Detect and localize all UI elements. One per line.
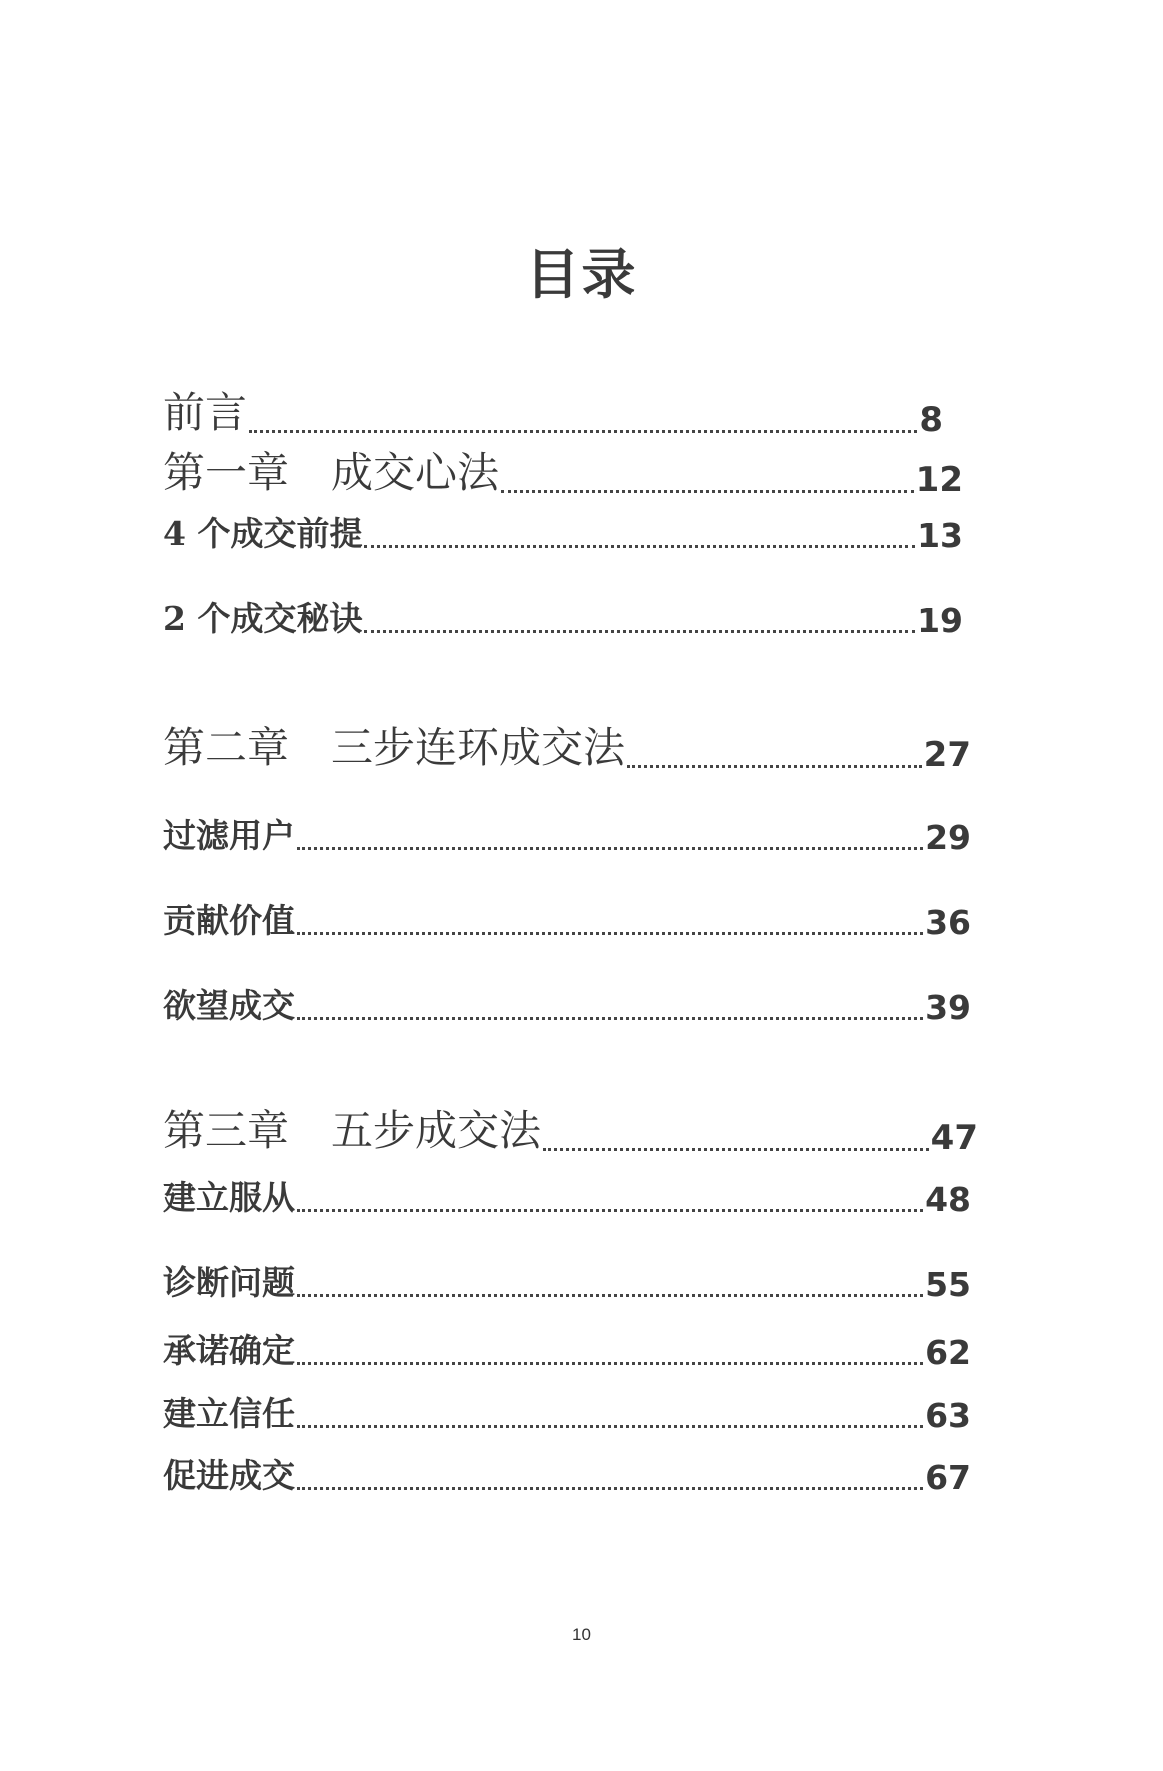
dot-leader: [297, 1017, 923, 1020]
toc-entry-section[interactable]: [163, 1388, 971, 1435]
dot-leader: [249, 430, 917, 433]
toc-entry-page: 29: [925, 818, 971, 857]
toc-entry-label: 前言: [163, 388, 248, 437]
toc-entry-page: 47: [930, 1118, 978, 1158]
toc-entry-label: 诊断问题: [163, 1263, 295, 1302]
toc-entry-label: 4 个成交前提: [163, 514, 363, 553]
dot-leader: [297, 1362, 923, 1365]
toc-entry-label: 过滤用户: [163, 816, 295, 855]
toc-entry-label: 第三章 五步成交法: [163, 1106, 542, 1155]
toc-entry-page: 62: [925, 1333, 971, 1372]
toc-entry-page: 12: [915, 460, 963, 500]
toc-entry-page: 55: [925, 1265, 971, 1304]
dot-leader: [297, 847, 923, 850]
toc-entry-page: 8: [919, 400, 943, 440]
toc-entry-chapter-2[interactable]: [163, 715, 971, 775]
toc-entry-page: 13: [917, 516, 963, 555]
toc-entry-section[interactable]: [163, 810, 971, 857]
toc-entry-chapter-3[interactable]: [163, 1098, 978, 1158]
toc-entry-page: 39: [925, 988, 971, 1027]
dot-leader: [501, 490, 914, 493]
toc-entry-page: 48: [925, 1180, 971, 1219]
toc-entry-section[interactable]: [163, 1257, 971, 1304]
toc-entry-section[interactable]: [163, 1325, 971, 1372]
page-title: 目录: [525, 242, 638, 306]
toc-entry-label: 促进成交: [163, 1456, 295, 1495]
toc-entry-label: 欲望成交: [163, 986, 295, 1025]
toc-entry-chapter-1[interactable]: [163, 440, 963, 500]
dot-leader: [297, 1425, 923, 1428]
toc-entry-section[interactable]: [163, 1450, 971, 1497]
toc-entry-section[interactable]: [163, 1172, 971, 1219]
toc-entry-label: 承诺确定: [163, 1331, 295, 1370]
page-number: 10: [572, 1625, 591, 1644]
dot-leader: [364, 545, 915, 548]
toc-entry-page: 63: [925, 1396, 971, 1435]
toc-entry-section[interactable]: [163, 980, 971, 1027]
dot-leader: [297, 1294, 923, 1297]
toc-entry-page: 19: [917, 601, 963, 640]
toc-entry-label: 建立服从: [163, 1178, 295, 1217]
toc-entry-label: 2 个成交秘诀: [163, 599, 363, 638]
dot-leader: [297, 932, 923, 935]
dot-leader: [364, 630, 915, 633]
toc-entry-preface[interactable]: [163, 380, 943, 440]
toc-entry-section[interactable]: [163, 895, 971, 942]
toc-entry-page: 36: [925, 903, 971, 942]
toc-entry-page: 67: [925, 1458, 971, 1497]
dot-leader: [297, 1487, 923, 1490]
toc-entry-label: 第一章 成交心法: [163, 448, 500, 497]
toc-entry-section[interactable]: [163, 508, 963, 555]
toc-entry-label: 贡献价值: [163, 901, 295, 940]
toc-entry-page: 27: [923, 735, 971, 775]
toc-entry-section[interactable]: [163, 593, 963, 640]
toc-entry-label: 建立信任: [163, 1394, 295, 1433]
dot-leader: [297, 1209, 923, 1212]
dot-leader: [627, 765, 922, 768]
toc-entry-label: 第二章 三步连环成交法: [163, 723, 626, 772]
dot-leader: [543, 1148, 929, 1151]
